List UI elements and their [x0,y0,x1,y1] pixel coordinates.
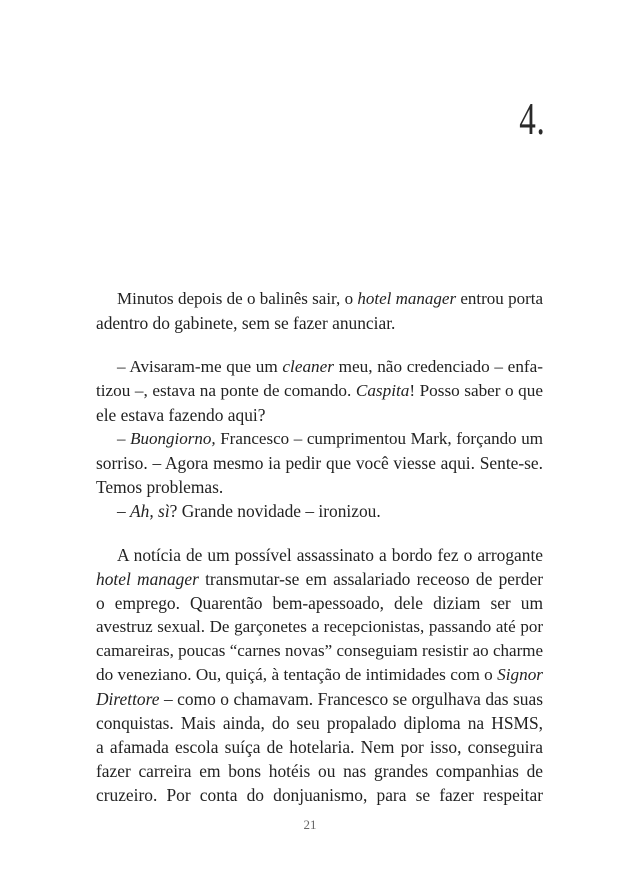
text-line: hotel manager transmutar-se em assalariado receoso de perder [96,569,543,589]
text-line: Temos problemas. [96,477,224,497]
text-line: fazer carreira em bons hotéis ou nas grandes companhias de [96,761,543,781]
text-line: tizou –, estava na ponte de comando. Caspita! Posso saber o que [96,381,543,400]
text-line: Minutos depois de o balinês sair, o hotel manager entrou porta [117,289,544,308]
text-line: conquistas. Mais ainda, do seu propalado diploma na HSMS, [96,713,543,733]
text-line: cruzeiro. Por conta do donjuanismo, para se fazer respeitar [96,785,543,805]
text-line: adentro do gabinete, sem se fazer anunciar. [96,313,396,333]
text-line: – Buongiorno, Francesco – cumprimentou Mark, forçando um [117,429,543,448]
chapter-number: 4. [518,93,545,144]
text-line: ele estava fazendo aqui? [96,405,266,425]
text-line: avestruz sexual. De garçonetes a recepcionistas, passando até por [96,617,543,636]
text-line: – Ah, sì? Grande novidade – ironizou. [117,501,381,521]
text-line: Direttore – como o chamavam. Francesco se orgulhava das suas [96,689,543,709]
text-line: o emprego. Quarentão bem-apessoado, dele diziam ser um [96,593,543,613]
text-line: – Avisaram-me que um cleaner meu, não credenciado – enfa- [117,357,543,376]
text-line: camareiras, poucas “carnes novas” conseguiam resistir ao charme [96,641,543,660]
text-line: a afamada escola suíça de hotelaria. Nem por isso, conseguira [96,737,543,757]
text-line: sorriso. – Agora mesmo ia pedir que você viesse aqui. Sente-se. [96,453,543,473]
text-line: A notícia de um possível assassinato a bordo fez o arrogante [117,545,543,565]
page-number: 21 [303,817,317,832]
text-line: do veneziano. Ou, quiçá, à tentação de intimidades com o Signor [96,665,543,684]
